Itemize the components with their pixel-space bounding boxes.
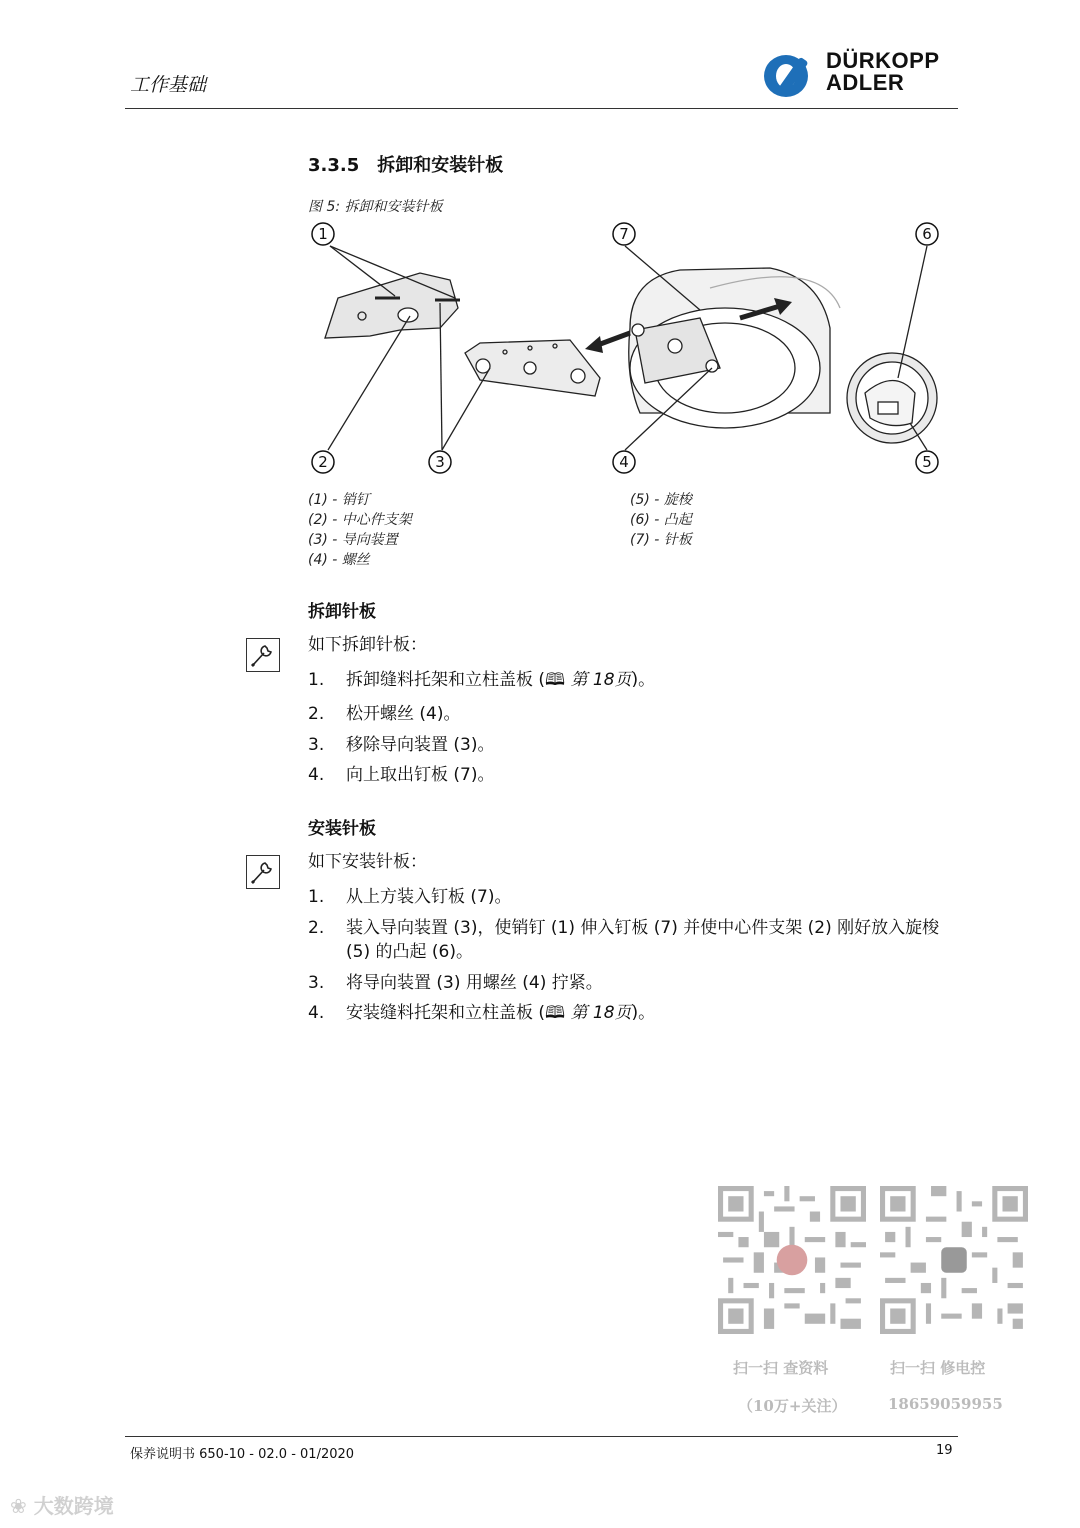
page-reference-link[interactable]: 第 18页 <box>570 1003 632 1023</box>
install-step-3: 3. 将导向装置 (3) 用螺丝 (4) 拧紧。 <box>308 973 603 993</box>
qr-code-right[interactable] <box>880 1186 1028 1334</box>
qr-code-left[interactable] <box>718 1186 866 1334</box>
svg-text:1: 1 <box>318 225 328 243</box>
watermark-logo-icon: ❀ <box>10 1494 27 1518</box>
section-number: 3.3.5 <box>308 155 360 176</box>
callout-5 <box>916 451 938 473</box>
svg-text:5: 5 <box>922 453 932 471</box>
legend-item: (7) - 针板 <box>630 532 692 548</box>
callout-2 <box>312 451 334 473</box>
figure-legend-left <box>308 490 412 570</box>
needle-plate-diagram <box>300 218 960 480</box>
durkopp-adler-logo <box>762 48 962 100</box>
section-heading <box>308 151 503 177</box>
book-icon: 🕮 <box>545 1003 566 1023</box>
footer-document-info: 保养说明书 650-10 - 02.0 - 01/2020 <box>130 1447 355 1462</box>
page-number: 19 <box>936 1443 953 1458</box>
watermark: ❀ 大数跨境 <box>10 1494 114 1518</box>
logo-mark-icon <box>762 52 824 100</box>
legend-item: (4) - 螺丝 <box>308 552 370 568</box>
figure-legend-right <box>630 490 692 550</box>
figure-caption: 图 5: 拆卸和安装针板 <box>308 199 443 215</box>
callout-1 <box>312 223 334 245</box>
header-chapter-title: 工作基础 <box>130 74 207 96</box>
install-step-1: 1. 从上方装入钉板 (7)。 <box>308 887 512 907</box>
svg-text:6: 6 <box>922 225 932 243</box>
install-step-2: 2. 装入导向装置 (3)，使销钉 (1) 伸入钉板 (7) 并使中心件支架 (2) 刚好放入旋梭 (5) 的凸起 (6)。 <box>308 918 940 962</box>
wrench-icon <box>246 638 280 672</box>
remove-intro: 如下拆卸针板： <box>308 635 427 655</box>
footer-divider <box>125 1436 958 1437</box>
needle-plate-part <box>325 273 458 338</box>
callout-3 <box>429 451 451 473</box>
page-reference-link[interactable]: 第 18页 <box>570 670 632 690</box>
remove-step-2: 2. 松开螺丝 (4)。 <box>308 704 461 724</box>
svg-text:7: 7 <box>619 225 629 243</box>
logo-text-adler: ADLER <box>826 70 905 95</box>
remove-step-4: 4. 向上取出钉板 (7)。 <box>308 765 495 785</box>
legend-item: (2) - 中心件支架 <box>308 512 412 528</box>
qr-left-caption: 扫一扫 查资料 <box>733 1359 829 1377</box>
svg-text:3: 3 <box>435 453 445 471</box>
remove-step-3: 3. 移除导向装置 (3)。 <box>308 735 495 755</box>
qr-right-phone: 18659059955 <box>888 1395 1003 1413</box>
svg-text:4: 4 <box>619 453 629 471</box>
qr-left-subcaption: （10万+关注） <box>738 1397 847 1415</box>
callout-7 <box>613 223 635 245</box>
section-title: 拆卸和安装针板 <box>377 155 504 176</box>
header-divider <box>125 108 958 109</box>
wrench-icon <box>246 855 280 889</box>
qr-right-caption: 扫一扫 修电控 <box>890 1359 986 1377</box>
install-heading: 安装针板 <box>308 819 376 839</box>
logo-text-durkopp: DÜRKOPP <box>826 48 940 73</box>
book-icon: 🕮 <box>545 670 566 690</box>
install-step-4: 4. 安装缝料托架和立柱盖板 (🕮 第 18页)。 <box>308 1003 656 1023</box>
legend-item: (5) - 旋梭 <box>630 492 692 508</box>
remove-heading: 拆卸针板 <box>308 602 376 622</box>
legend-item: (3) - 导向装置 <box>308 532 398 548</box>
svg-text:2: 2 <box>318 453 328 471</box>
remove-step-1: 1. 拆卸缝料托架和立柱盖板 (🕮 第 18页)。 <box>308 670 656 690</box>
legend-item: (6) - 凸起 <box>630 512 692 528</box>
legend-item: (1) - 销钉 <box>308 492 370 508</box>
callout-6 <box>916 223 938 245</box>
callout-4 <box>613 451 635 473</box>
install-intro: 如下安装针板： <box>308 852 427 872</box>
